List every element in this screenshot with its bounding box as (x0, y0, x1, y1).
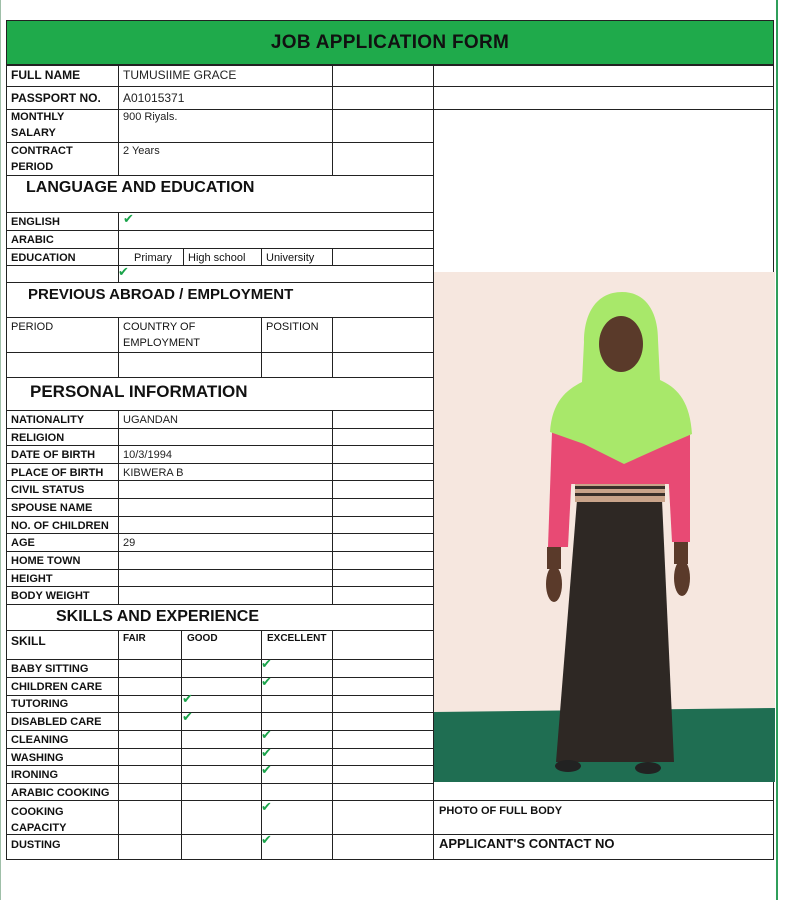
pob-label: PLACE OF BIRTH (11, 467, 104, 479)
skill-excellent-check-icon[interactable]: ✔ (261, 656, 272, 671)
personal-heading: PERSONAL INFORMATION (30, 382, 248, 401)
nationality-value[interactable]: UGANDAN (123, 414, 179, 426)
skill-row-label: BABY SITTING (11, 663, 89, 675)
skill-excellent-check-icon[interactable]: ✔ (261, 832, 272, 847)
skill-excellent-header: EXCELLENT (267, 633, 327, 644)
skill-row-label: CHILDREN CARE (11, 681, 103, 693)
education-primary-label: Primary (134, 252, 172, 264)
skill-good-check-icon[interactable]: ✔ (182, 691, 193, 706)
arabic-label: ARABIC (11, 234, 54, 246)
photo-caption: PHOTO OF FULL BODY (439, 805, 563, 817)
person-illustration (434, 272, 775, 782)
dob-label: DATE OF BIRTH (11, 449, 96, 461)
education-primary-check-icon[interactable]: ✔ (118, 264, 129, 279)
skill-row-label: IRONING (11, 769, 59, 781)
body-weight-label: BODY WEIGHT (11, 590, 90, 602)
skill-row-label: CAPACITY (11, 822, 67, 834)
english-check-icon[interactable]: ✔ (123, 211, 134, 226)
salary-label-line1: MONTHLY (11, 111, 65, 123)
form-title: JOB APPLICATION FORM (6, 20, 774, 65)
skill-row-label: COOKING (11, 806, 64, 818)
age-label: AGE (11, 537, 35, 549)
education-university-label: University (266, 252, 315, 264)
hometown-label: HOME TOWN (11, 555, 81, 567)
skill-excellent-check-icon[interactable]: ✔ (261, 727, 272, 742)
age-value[interactable]: 29 (123, 537, 136, 549)
dob-value[interactable]: 10/3/1994 (123, 449, 172, 461)
full-name-value[interactable]: TUMUSIIME GRACE (123, 68, 237, 82)
abroad-period-label: PERIOD (11, 321, 54, 333)
contract-value[interactable]: 2 Years (123, 145, 160, 157)
abroad-country-label-line1: COUNTRY OF (123, 321, 196, 333)
skill-excellent-check-icon[interactable]: ✔ (261, 762, 272, 777)
abroad-heading: PREVIOUS ABROAD / EMPLOYMENT (28, 286, 294, 303)
language-heading: LANGUAGE AND EDUCATION (26, 179, 255, 196)
contract-label-line1: CONTRACT (11, 145, 73, 157)
full-name-label: FULL NAME (11, 68, 81, 82)
religion-label: RELIGION (11, 432, 65, 444)
skill-excellent-check-icon[interactable]: ✔ (261, 674, 272, 689)
children-label: NO. OF CHILDREN (11, 520, 109, 532)
education-label: EDUCATION (11, 252, 76, 264)
skill-row-label: WASHING (11, 752, 64, 764)
passport-label: PASSPORT NO. (11, 91, 101, 105)
education-highschool-label: High school (188, 252, 246, 264)
skill-excellent-check-icon[interactable]: ✔ (261, 799, 272, 814)
abroad-country-label-line2: EMPLOYMENT (123, 337, 201, 349)
skills-heading: SKILLS AND EXPERIENCE (56, 608, 259, 625)
height-label: HEIGHT (11, 573, 53, 585)
spouse-name-label: SPOUSE NAME (11, 502, 93, 514)
skill-fair-header: FAIR (123, 633, 146, 644)
abroad-position-label: POSITION (266, 321, 319, 333)
applicant-photo (434, 272, 775, 782)
skill-row-label: TUTORING (11, 698, 69, 710)
skill-row-label: ARABIC COOKING (11, 787, 110, 799)
passport-value[interactable]: A01015371 (123, 91, 185, 105)
civil-status-label: CIVIL STATUS (11, 484, 85, 496)
pob-value[interactable]: KIBWERA B (123, 467, 184, 479)
skill-row-label: DISABLED CARE (11, 716, 102, 728)
skill-row-label: DUSTING (11, 839, 61, 851)
skill-good-header: GOOD (187, 633, 218, 644)
skill-row-label: CLEANING (11, 734, 69, 746)
contact-label: APPLICANT'S CONTACT NO (439, 836, 615, 851)
contract-label-line2: PERIOD (11, 161, 54, 173)
skill-column-label: SKILL (11, 634, 46, 648)
salary-label-line2: SALARY (11, 127, 56, 139)
nationality-label: NATIONALITY (11, 414, 85, 426)
skill-excellent-check-icon[interactable]: ✔ (261, 745, 272, 760)
skill-good-check-icon[interactable]: ✔ (182, 709, 193, 724)
english-label: ENGLISH (11, 216, 60, 228)
salary-value[interactable]: 900 Riyals. (123, 111, 178, 123)
